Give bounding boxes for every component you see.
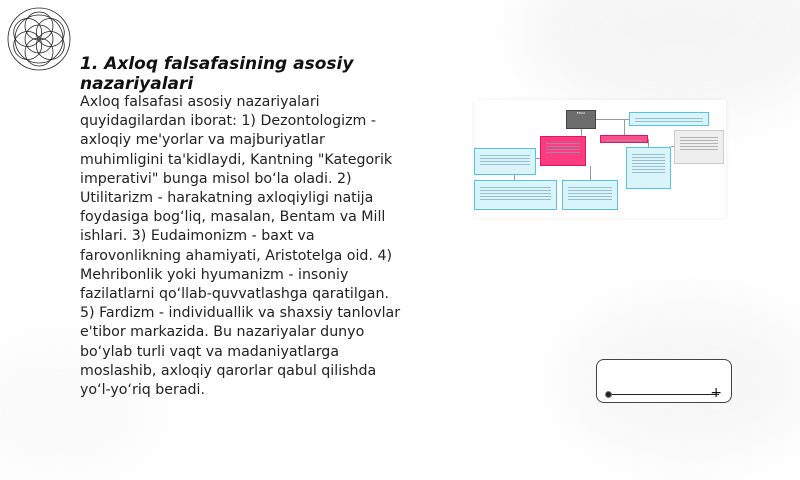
slide-body-text: Axloq falsafasi asosiy nazariyalari quyidagilardan iborat: 1) Dezontologizm - axloqiy me'yorlar va majburiyatlar muhimligini ta'kidlaydi, Kantning "Kategorik imperativi" bunga misol bo‘la oladi. 2) Utilitarizm - harakatning axloqiyligi natija foydasiga bog‘liq, masalan, Bentam va Mill ishlari. 3) Eudaimonizm - baxt va farovonlikning ahamiyati, Aristotelga oid. 4) Mehribonlik yoki hyumanizm - insoniy fazilatlarni qo‘llab-quvvatlashga qaratilgan. 5) Fardizm - individuallik va shaxsiy tanlovlar e'tibor markazida. Bu nazariyalar dunyo bo‘ylab turli vaqt va madaniyatlarga moslashib, axloqiy qarorlar qabul qilishda yo‘l-yo‘riq beradi. bbox=[80, 94, 401, 399]
mind-map-node bbox=[474, 180, 557, 210]
mind-map-node bbox=[600, 135, 648, 143]
mind-map-image bbox=[474, 100, 726, 218]
mind-map-node bbox=[474, 148, 536, 175]
plus-icon[interactable]: + bbox=[710, 385, 722, 401]
flower-of-life-logo-icon bbox=[4, 4, 74, 74]
slide-title: 1. Axloq falsafasining asosiy nazariyalari bbox=[80, 54, 354, 94]
mind-map-root-node bbox=[566, 110, 596, 129]
connector-line bbox=[624, 120, 625, 135]
mind-map-root-label: ETIKA bbox=[576, 111, 586, 115]
mind-map-node bbox=[562, 180, 618, 210]
connector-line bbox=[581, 129, 582, 136]
connector-line bbox=[648, 139, 649, 147]
dot-icon[interactable] bbox=[605, 391, 612, 398]
connector-line bbox=[590, 166, 591, 180]
mind-map-node bbox=[674, 130, 724, 164]
mind-map-node bbox=[540, 136, 586, 166]
mind-map-node bbox=[626, 147, 671, 189]
seek-track[interactable] bbox=[607, 394, 719, 395]
media-player-widget[interactable] bbox=[596, 359, 732, 403]
mind-map-node bbox=[629, 112, 709, 126]
